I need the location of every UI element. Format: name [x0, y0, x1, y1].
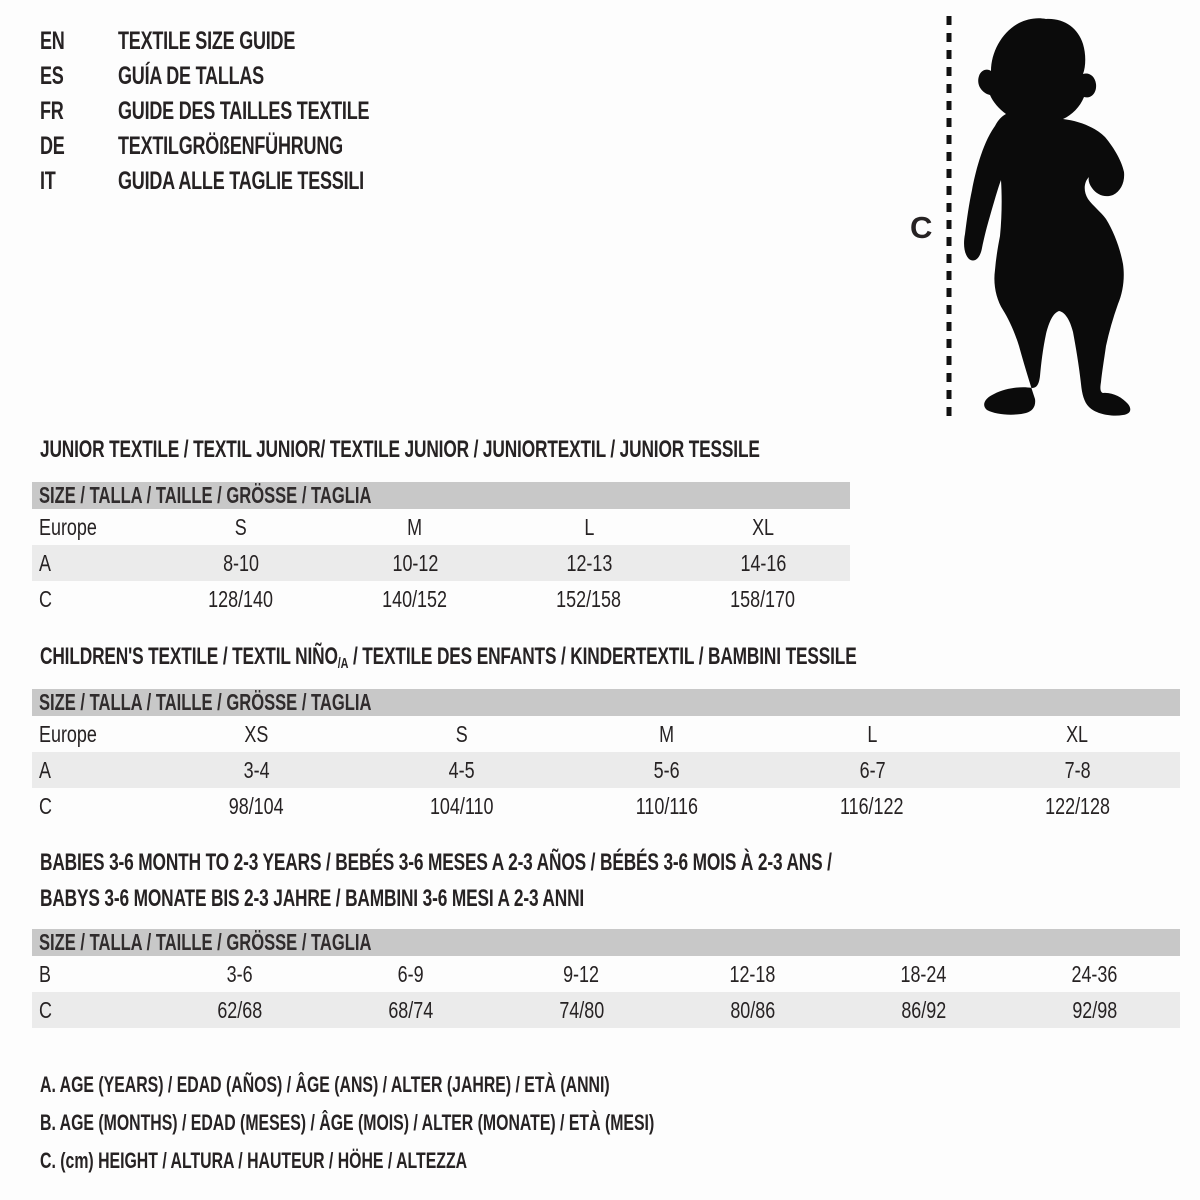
- age-cell: 8-10: [223, 549, 259, 576]
- age-cell: 6-9: [397, 960, 424, 987]
- size-header-bar: SIZE / TALLA / TAILLE / GRÖSSE / TAGLIA: [32, 689, 1180, 716]
- age-cell: 3-4: [243, 756, 270, 783]
- age-cell: 10-12: [392, 549, 438, 576]
- age-cell: 3-6: [226, 960, 253, 987]
- heading-subscript: /A: [337, 655, 349, 672]
- size-cell: L: [584, 513, 594, 540]
- height-cell: 98/104: [229, 792, 285, 819]
- babies-size-table: [32, 929, 1180, 1028]
- height-cell: 62/68: [217, 996, 262, 1023]
- age-cell: 12-13: [566, 549, 612, 576]
- size-cell: S: [455, 720, 468, 747]
- junior-section-heading: JUNIOR TEXTILE / TEXTIL JUNIOR/ TEXTILE JUNIOR / JUNIORTEXTIL / JUNIOR TESSILE: [40, 436, 760, 463]
- guide-title: TEXTILGRÖßENFÜHRUNG: [118, 132, 343, 160]
- height-cell: 122/128: [1044, 792, 1110, 819]
- age-cell: 9-12: [563, 960, 600, 987]
- legend-line-age-months: B. AGE (MONTHS) / EDAD (MESES) / ÂGE (MOIS) / ALTER (MONATE) / ETÀ (MESI): [40, 1110, 655, 1135]
- table-row-europe: [32, 716, 1180, 752]
- legend-line-height: C. (cm) HEIGHT / ALTURA / HAUTEUR / HÖHE / ALTEZZA: [40, 1148, 468, 1173]
- language-code: FR: [40, 97, 64, 125]
- height-cell: 116/122: [840, 792, 904, 819]
- toddler-silhouette-icon: [962, 16, 1144, 422]
- height-cell: 152/158: [556, 585, 622, 612]
- language-code: ES: [40, 62, 64, 90]
- height-cell: 80/86: [730, 996, 775, 1023]
- row-label: Europe: [39, 720, 97, 747]
- table-row-age: [32, 545, 850, 581]
- size-header-bar: SIZE / TALLA / TAILLE / GRÖSSE / TAGLIA: [32, 482, 850, 509]
- age-cell: 4-5: [448, 756, 475, 783]
- table-row-height: [32, 992, 1180, 1028]
- size-cell: L: [867, 720, 878, 747]
- table-row-europe: [32, 509, 850, 545]
- height-cell: 104/110: [430, 792, 494, 819]
- row-label: A: [39, 756, 51, 783]
- language-title-list: [40, 24, 467, 199]
- row-label: C: [39, 585, 52, 612]
- language-row-de: [40, 129, 467, 164]
- row-label: A: [39, 549, 51, 576]
- guide-title: GUIDA ALLE TAGLIE TESSILI: [118, 167, 364, 195]
- age-cell: 18-24: [900, 960, 947, 987]
- children-size-table: [32, 689, 1180, 824]
- height-measure-label: C: [910, 210, 933, 245]
- height-cell: 158/170: [730, 585, 796, 612]
- height-cell: 92/98: [1072, 996, 1117, 1023]
- age-cell: 7-8: [1064, 756, 1091, 783]
- babies-section-heading-line2: BABYS 3-6 MONATE BIS 2-3 JAHRE / BAMBINI 3-6 MESI A 2-3 ANNI: [40, 885, 585, 912]
- row-label: C: [39, 996, 52, 1023]
- height-cell: 110/116: [635, 792, 699, 819]
- junior-size-table: [32, 482, 850, 617]
- age-cell: 14-16: [740, 549, 786, 576]
- size-cell: M: [659, 720, 675, 747]
- guide-title: GUÍA DE TALLAS: [118, 62, 264, 90]
- height-cell: 86/92: [901, 996, 946, 1023]
- measurement-legend: [40, 1066, 893, 1180]
- size-cell: XS: [244, 720, 269, 747]
- size-cell: M: [407, 513, 423, 540]
- height-measure-dashed-line: [946, 16, 952, 418]
- height-cell: 68/74: [388, 996, 433, 1023]
- language-row-it: [40, 164, 467, 199]
- table-row-height: [32, 581, 850, 617]
- children-section-heading: CHILDREN'S TEXTILE / TEXTIL NIÑO/A / TEXTILE DES ENFANTS / KINDERTEXTIL / BAMBINI TESSILE: [40, 643, 857, 672]
- table-row-height: [32, 788, 1180, 824]
- language-code: IT: [40, 167, 56, 195]
- size-header-bar: SIZE / TALLA / TAILLE / GRÖSSE / TAGLIA: [32, 929, 1180, 956]
- age-cell: 5-6: [654, 756, 680, 783]
- language-code: DE: [40, 132, 65, 160]
- legend-line-age-years: A. AGE (YEARS) / EDAD (AÑOS) / ÂGE (ANS) / ALTER (JAHRE) / ETÀ (ANNI): [40, 1072, 610, 1097]
- table-row-age-months: [32, 956, 1180, 992]
- row-label: Europe: [39, 513, 97, 540]
- age-cell: 6-7: [859, 756, 886, 783]
- size-cell: XL: [1066, 720, 1089, 747]
- size-cell: S: [235, 513, 247, 540]
- language-row-fr: [40, 94, 467, 129]
- row-label: B: [39, 960, 51, 987]
- guide-title: GUIDE DES TAILLES TEXTILE: [118, 97, 370, 125]
- table-row-age: [32, 752, 1180, 788]
- age-cell: 12-18: [729, 960, 776, 987]
- height-cell: 140/152: [382, 585, 448, 612]
- row-label: C: [39, 792, 52, 819]
- age-cell: 24-36: [1071, 960, 1118, 987]
- babies-section-heading-line1: BABIES 3-6 MONTH TO 2-3 YEARS / BEBÉS 3-6 MESES A 2-3 AÑOS / BÉBÉS 3-6 MOIS À 2-3 ANS /: [40, 849, 832, 876]
- language-code: EN: [40, 27, 65, 55]
- language-row-es: [40, 59, 467, 94]
- guide-title: TEXTILE SIZE GUIDE: [118, 27, 296, 55]
- language-row-en: [40, 24, 467, 59]
- size-cell: XL: [752, 513, 774, 540]
- height-cell: 74/80: [559, 996, 604, 1023]
- height-cell: 128/140: [208, 585, 274, 612]
